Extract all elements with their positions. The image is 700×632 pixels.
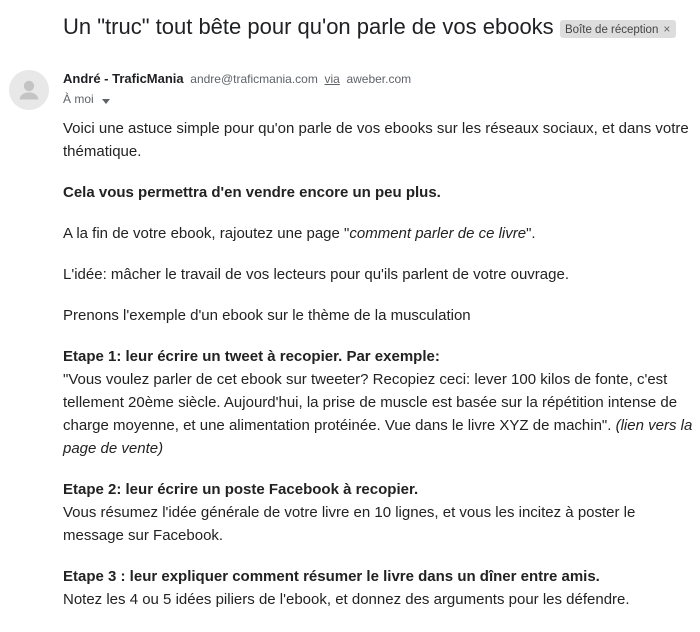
caret-down-icon[interactable] [102, 92, 110, 108]
person-avatar-icon[interactable] [9, 70, 49, 110]
step-3-title: Etape 3 : leur expliquer comment résumer le livre dans un dîner entre amis. [63, 568, 600, 585]
highlight-text: Cela vous permettra d'en vendre encore un peu plus. [63, 184, 441, 201]
sender-email: andre@traficmania.com [190, 72, 318, 86]
step-3 [63, 565, 693, 611]
email-subject: Un "truc" tout bête pour qu'on parle de vos ebooks [63, 14, 554, 39]
tip-italic: comment parler de ce livre [349, 225, 527, 242]
recipient-label: À moi [63, 92, 94, 106]
via-domain: aweber.com [346, 72, 412, 86]
step-1-text: "Vous voulez parler de cet ebook sur tweeter? Recopiez ceci: lever 100 kilos de fonte, c'est tellement 20ème siècle. Aujourd'hui, la prise de muscle est basée sur la répétition intense de charge moyenne, et une alimentation protéinée. Vue dans le livre XYZ de machin". [63, 371, 678, 434]
step-2-text: Vous résumez l'idée générale de votre livre en 10 lignes, et vous les incitez à poster le message sur Facebook. [63, 504, 636, 544]
paragraph-tip [63, 222, 693, 245]
step-1-link-note: (lien vers la page de vente) [63, 417, 693, 457]
paragraph-intro: Voici une astuce simple pour qu'on parle de vos ebooks sur les réseaux sociaux, et dans votre thématique. [63, 120, 689, 160]
sender-line [63, 71, 411, 87]
step-1-title: Etape 1: leur écrire un tweet à recopier. Par exemple: [63, 348, 440, 365]
paragraph-highlight [63, 181, 693, 204]
subject-row [63, 14, 690, 44]
paragraph-example: Prenons l'exemple d'un ebook sur le thème de la musculation [63, 307, 471, 324]
sender-name[interactable]: André - TraficMania [63, 71, 184, 86]
via-link[interactable]: via [324, 72, 340, 86]
inbox-label-chip[interactable] [560, 20, 676, 38]
tip-text-after: ". [526, 225, 536, 242]
step-3-text: Notez les 4 ou 5 idées piliers de l'ebook, et donnez des arguments pour les défendre. [63, 591, 630, 608]
remove-label-icon[interactable]: × [663, 22, 671, 36]
step-1 [63, 345, 693, 460]
paragraph-idea: L'idée: mâcher le travail de vos lecteurs pour qu'ils parlent de votre ouvrage. [63, 266, 570, 283]
inbox-label-text: Boîte de réception [565, 24, 659, 36]
email-body [63, 117, 693, 629]
step-2 [63, 478, 693, 547]
tip-text-before: A la fin de votre ebook, rajoutez une page " [63, 225, 350, 242]
recipient-line[interactable] [63, 91, 110, 108]
step-2-title: Etape 2: leur écrire un poste Facebook à recopier. [63, 481, 419, 498]
